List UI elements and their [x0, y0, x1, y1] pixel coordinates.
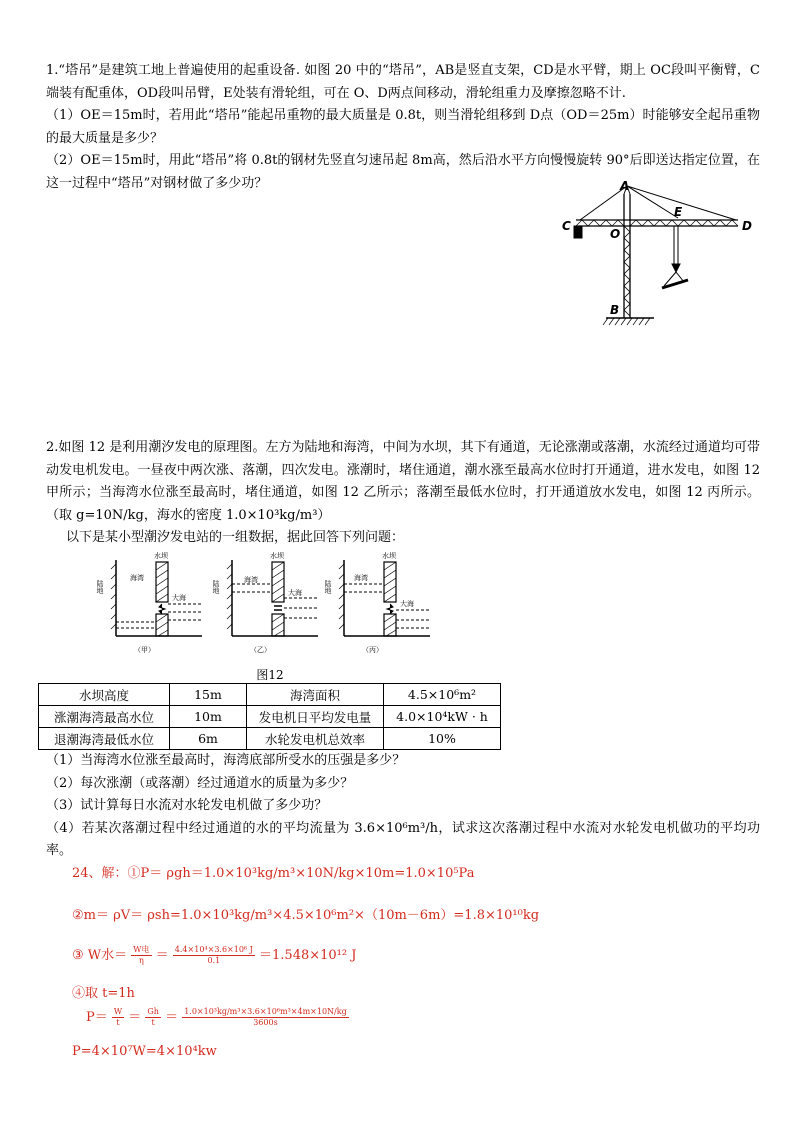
- table-cell: 退潮海湾最低水位: [39, 728, 170, 750]
- q1-intro: 1.“塔吊”是建筑工地上普遍使用的起重设备. 如图 20 中的“塔吊”，AB是竖直支架，CD是水平臂，期上 OC段叫平衡臂，C端装有配重体，OD段叫吊臂，E处装有滑轮组，可在 O、D两点间移动，滑轮组重力及摩擦忽略不计.: [46, 63, 760, 101]
- table-cell: 水坝高度: [39, 684, 170, 706]
- solution-step-3: ③ W水＝ $\frac{\text{W电}}{\eta}$ ＝ $\frac{\text{4.4×10⁴×3.6×10⁶ J}}{0.1}$ ＝1.548×10¹² J: [72, 945, 357, 965]
- table-cell: 4.0×10⁴kW · h: [384, 706, 501, 728]
- panel-yi-dam: 水坝: [270, 552, 284, 560]
- panel-bing: [339, 560, 430, 636]
- s5-prefix: P＝: [86, 1010, 108, 1025]
- panel-yi-land: 陆地: [212, 580, 220, 594]
- s5-fraction-1: [112, 1007, 124, 1028]
- s5-frac2-den: t: [151, 1018, 155, 1027]
- s3-result: ＝1.548×10¹² J: [259, 948, 357, 963]
- q2-question-2: （2）每次涨潮（或落潮）经过通道水的质量为多少？: [46, 775, 354, 791]
- table-cell: 水轮发电机总效率: [247, 728, 384, 750]
- s3-prefix: ③ W水＝: [72, 948, 128, 963]
- question-1: [46, 60, 760, 195]
- panel-bing-bay: 海湾: [354, 574, 368, 582]
- panel-jia-bay: 海湾: [130, 574, 144, 582]
- label-o: O: [610, 227, 621, 241]
- label-a: A: [620, 179, 630, 193]
- table-cell: 4.5×10⁶m²: [384, 684, 501, 706]
- solution-step-4: ④取 t=1h: [72, 986, 135, 1001]
- table-cell: 10%: [384, 728, 501, 750]
- solution-step-5: P＝ $\frac{W}{t}$ ＝ $\frac{Gh}{t}$ ＝ $\frac{\text{1.0×10³kg/m³×3.6×10⁶m³×4m×10N/kg}}{3600s}$: [86, 1007, 347, 1027]
- panel-jia: [111, 560, 202, 636]
- label-e: E: [674, 205, 683, 219]
- panel-jia-sea: 大海: [172, 594, 186, 602]
- panel-yi: [227, 560, 318, 636]
- s5-frac1-num: W: [113, 1007, 123, 1016]
- s5-fraction-2: [145, 1007, 161, 1028]
- table-cell: 发电机日平均发电量: [247, 706, 384, 728]
- q2-question-4: （4）若某次落潮过程中经过通道的水的平均流量为 3.6×10⁶m³/h，试求这次落潮过程中水流对水轮发电机做功的平均功率。: [46, 820, 760, 858]
- panel-jia-caption: （甲）: [134, 646, 155, 654]
- table-cell: 海湾面积: [247, 684, 384, 706]
- panel-jia-land: 陆地: [96, 580, 104, 594]
- solution-step-1: 24、解：①P＝ ρgh＝1.0×10³kg/m³×10N/kg×10m=1.0×10⁵Pa: [72, 866, 475, 881]
- tidal-power-figure: [98, 548, 438, 660]
- q2-intro: 2.如图 12 是利用潮汐发电的原理图。左方为陆地和海湾，中间为水坝，其下有通道，无论涨潮或落潮，水流经过通道均可带动发电机发电。一昼夜中两次涨、落潮，四次发电。涨潮时，堵住通道，潮水涨至最高水位时打开通道，进水发电，如图 12 甲所示；当海湾水位涨至最高时，堵住通道，如图 12 乙所示；落潮至最低水位时，打开通道放水发电，如图 12 丙所示。（取 g=10N/kg，海水的密度 1.0×10³kg/m³）: [46, 440, 760, 523]
- s5-frac3-num: 1.0×10³kg/m³×3.6×10⁶m³×4m×10N/kg: [184, 1007, 347, 1016]
- s5-frac1-den: t: [116, 1018, 120, 1027]
- s5-fraction-3: [182, 1007, 349, 1028]
- s3-frac2-num: 4.4×10⁴×3.6×10⁶ J: [174, 945, 253, 954]
- label-d: D: [742, 219, 752, 233]
- panel-yi-sea: 大海: [288, 589, 302, 597]
- table-row: [39, 684, 501, 706]
- q2-questions: [46, 750, 760, 863]
- s3-fraction-1: [131, 945, 151, 966]
- panel-bing-sea: 大海: [400, 600, 414, 608]
- table-cell: 6m: [170, 728, 247, 750]
- panel-jia-dam: 水坝: [154, 552, 168, 560]
- label-b: B: [610, 303, 620, 317]
- table-cell: 10m: [170, 706, 247, 728]
- table-row: [39, 728, 501, 750]
- q2-question-1: （1）当海湾水位涨至最高时，海湾底部所受水的压强是多少？: [46, 753, 406, 768]
- tidal-data-table: [38, 683, 501, 750]
- label-c: C: [562, 219, 571, 233]
- q2-data-intro: 以下是某小型潮汐发电站的一组数据，据此回答下列问题：: [66, 530, 405, 545]
- s5-frac3-den: 3600s: [253, 1018, 278, 1027]
- s3-frac2-den: 0.1: [207, 956, 221, 965]
- tower-crane-figure: [558, 180, 760, 326]
- s3-frac1-num: W电: [133, 945, 150, 954]
- panel-yi-caption: （乙）: [250, 646, 271, 654]
- s5-frac2-num: Gh: [147, 1007, 159, 1016]
- figure-12-caption: 图12: [256, 668, 284, 682]
- table-cell: 15m: [170, 684, 247, 706]
- table-cell: 涨潮海湾最高水位: [39, 706, 170, 728]
- panel-bing-caption: （丙）: [362, 646, 383, 654]
- panel-yi-bay: 海湾: [244, 576, 258, 584]
- q1-sub2: （2）OE＝15m时，用此“塔吊”将 0.8t的钢材先竖直匀速吊起 8m高，然后沿水平方向慢慢旋转 90°后即送达指定位置，在这一过程中“塔吊”对钢材做了多少功？: [46, 153, 760, 191]
- panel-bing-dam: 水坝: [382, 552, 396, 560]
- q1-sub1: （1）OE＝15m时，若用此“塔吊”能起吊重物的最大质量是 0.8t，则当滑轮组移到 D点（OD＝25m）时能够安全起吊重物的最大质量是多少？: [46, 108, 760, 146]
- panel-bing-land: 陆地: [324, 580, 332, 594]
- question-2: [46, 437, 760, 550]
- s3-frac1-den: η: [139, 956, 144, 965]
- solution-step-2: ②m＝ ρV＝ ρsh=1.0×10³kg/m³×4.5×10⁶m²×（10m－6m）=1.8×10¹⁰kg: [72, 908, 540, 923]
- q2-question-3: （3）试计算每日水流对水轮发电机做了多少功？: [46, 798, 328, 813]
- solution-step-6: P=4×10⁷W=4×10⁴kw: [72, 1044, 217, 1059]
- s3-fraction-2: [173, 945, 255, 966]
- table-row: [39, 706, 501, 728]
